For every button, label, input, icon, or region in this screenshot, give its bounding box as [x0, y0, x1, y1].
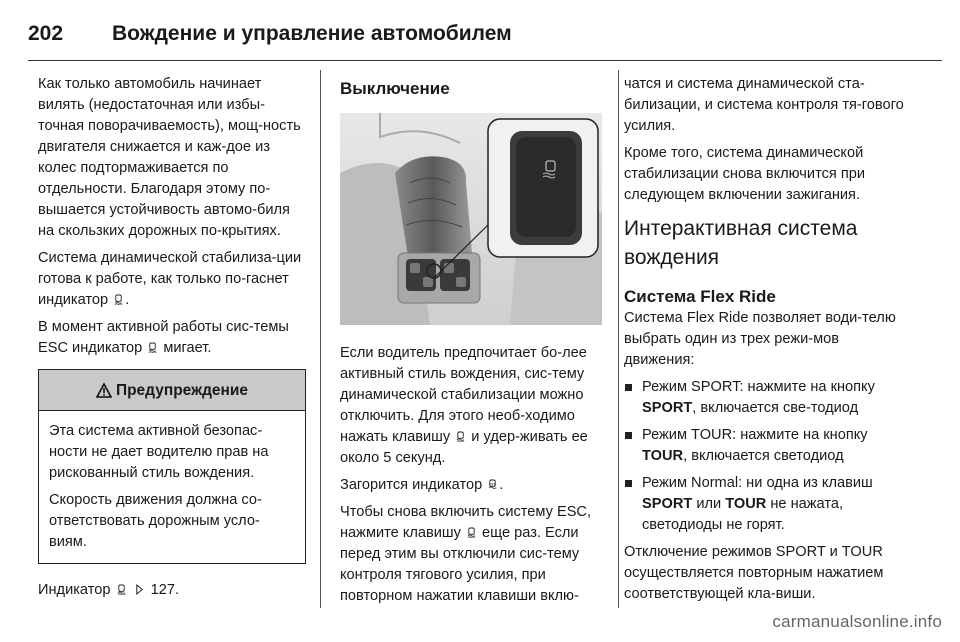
- reference-page-link[interactable]: 127.: [150, 582, 180, 598]
- column-left: [38, 74, 306, 607]
- page-title: Вождение и управление автомобилем: [112, 22, 512, 45]
- list-item-tour: Режим TOUR: нажмите на кнопку TOUR, включается светодиод: [624, 425, 904, 467]
- center-console-photo: [340, 113, 602, 325]
- warning-header: [39, 370, 305, 411]
- warning-text-1: Эта система активной безопас-ности не дает водителю прав на рискованный стиль вождения.: [49, 423, 269, 481]
- subheading-flex-ride: Система Flex Ride: [624, 287, 776, 306]
- watermark: carmanualsonline.info: [772, 612, 942, 631]
- warning-triangle-icon: [96, 383, 112, 398]
- esc-car-skid-icon: [467, 527, 476, 538]
- column-middle: [340, 74, 604, 613]
- indicator-reference: Индикатор 127.: [38, 582, 180, 598]
- esc-off-indicator-icon: [488, 479, 497, 490]
- warning-title: Предупреждение: [115, 381, 249, 399]
- warning-text-2: Скорость движения должна со-ответствовать дорожным усло-виям.: [49, 492, 262, 550]
- column-divider: [320, 70, 321, 608]
- header-divider: [28, 60, 942, 61]
- column-right: [624, 74, 904, 611]
- paragraph-active: В момент активной работы сис-темы ESC индикатор мигает.: [38, 319, 289, 356]
- column-divider: [618, 70, 619, 608]
- paragraph-restart: Кроме того, система динамической стабилизации снова включится при следующем включении зажигания.: [624, 145, 866, 203]
- reference-arrow-icon[interactable]: [135, 584, 144, 595]
- paragraph-mode-off: Отключение режимов SPORT и TOUR осуществляется повторным нажатием соответствующей кла-виши.: [624, 544, 884, 602]
- paragraph-continued: чатся и система динамической ста-билизации, и система контроля тя-гового усилия.: [624, 76, 904, 134]
- paragraph-flex-intro: Система Flex Ride позволяет води-телю выбрать один из трех режи-мов движения:: [624, 310, 896, 368]
- esc-car-skid-icon: [114, 294, 123, 305]
- esc-car-skid-icon: [117, 584, 126, 595]
- paragraph-reenable: Чтобы снова включить систему ESC, нажмите клавишу еще раз. Если перед этим вы отключили сис-тему контроля тягового усилия, при повторном нажатии клавиши вклю-: [340, 504, 592, 604]
- mode-list: [624, 377, 904, 536]
- paragraph-ready: Система динамической стабилиза-ции готова к работе, как только по-гаснет индикатор .: [38, 250, 302, 308]
- paragraph-skid-intro: Как только автомобиль начинает вилять (недостаточная или избы-точная поворачиваемость), мощ-ность двигателя снижается и каж-дое из колес подтормаживается по отдельности. Благодаря этому по-вышается устойчивость автомо-биля на скользких дорожных по-крытиях.: [38, 76, 301, 239]
- esc-car-skid-icon: [456, 431, 465, 442]
- esc-car-skid-icon: [148, 342, 157, 353]
- paragraph-disable: Если водитель предпочитает бо-лее активный стиль вождения, сис-тему динамической стабилизации можно отключить. Для этого необ-ходимо нажать клавишу и удер-живать ее около 5 секунд.: [340, 345, 588, 466]
- list-item-normal: Режим Normal: ни одна из клавиш SPORT или TOUR не нажата, светодиоды не горят.: [624, 473, 904, 536]
- warning-box: [38, 369, 306, 564]
- heading-interactive-driving: Интерактивная система вождения: [624, 217, 858, 269]
- list-item-sport: Режим SPORT: нажмите на кнопку SPORT, включается све-тодиод: [624, 377, 904, 419]
- paragraph-indicator-on: Загорится индикатор OFF .: [340, 477, 504, 493]
- page-header: [28, 14, 932, 54]
- page-number: 202: [28, 22, 64, 45]
- warning-body: [39, 411, 305, 563]
- svg-text:OFF: OFF: [489, 482, 497, 487]
- section-title-off: Выключение: [340, 79, 450, 98]
